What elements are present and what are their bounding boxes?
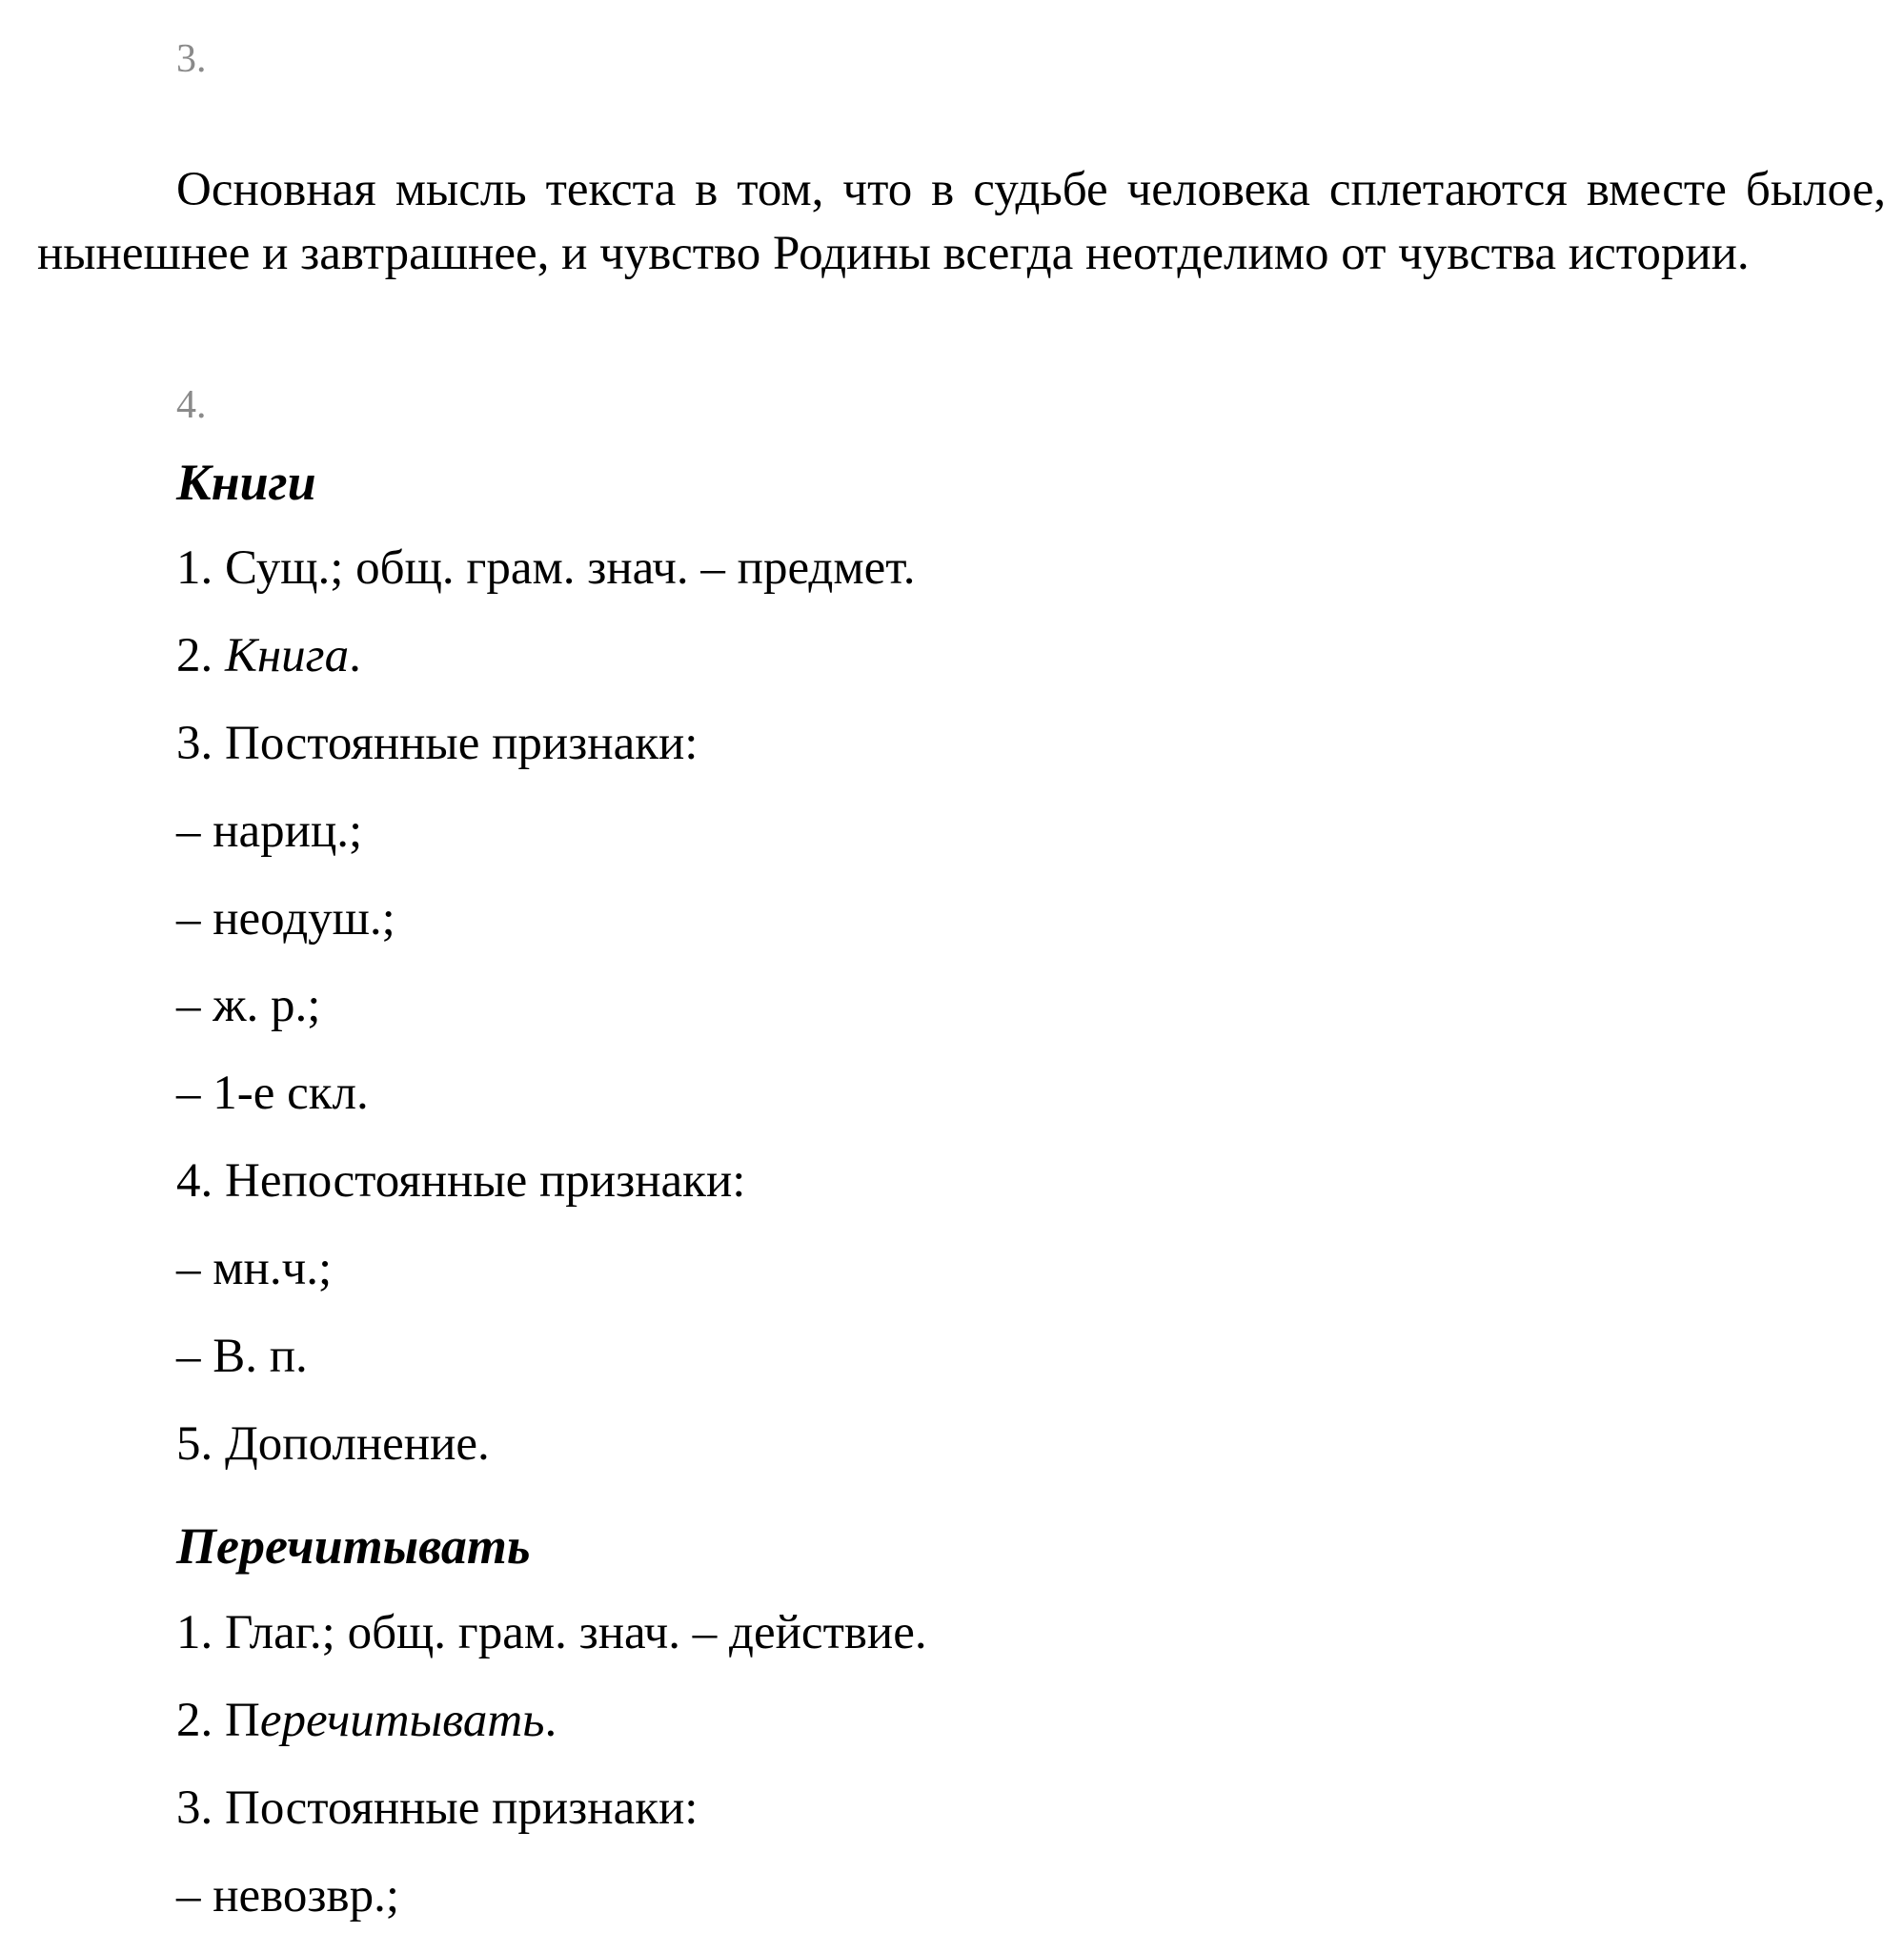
item-prefix: 2. bbox=[176, 629, 225, 682]
item-suffix: . bbox=[349, 629, 361, 682]
analysis-item: 1. Глаг.; общ. грам. знач. – действие. bbox=[176, 1606, 927, 1659]
feature-item: – невозвр.; bbox=[176, 1869, 400, 1923]
feature-item: – ж. р.; bbox=[176, 979, 321, 1032]
initial-form: еречитывать bbox=[259, 1694, 545, 1747]
analysis-item: 5. Дополнение. bbox=[176, 1417, 490, 1471]
analysis-item: 3. Постоянные признаки: bbox=[176, 717, 699, 770]
analysis-item bbox=[176, 1692, 557, 1749]
main-idea-paragraph: Основная мысль текста в том, что в судьбе человека сплетаются вместе былое, нынешнее и завтрашнее, и чувство Родины всегда неотделимо от чувства истории. bbox=[37, 163, 1886, 280]
analysis-item: 4. Непостоянные признаки: bbox=[176, 1154, 746, 1208]
word-heading-perechityvat: Перечитывать bbox=[176, 1517, 531, 1575]
analysis-item bbox=[176, 627, 361, 684]
feature-item: – неодуш.; bbox=[176, 892, 395, 946]
task-number-4: 4. bbox=[176, 383, 207, 427]
item-prefix: 2. П bbox=[176, 1694, 260, 1747]
word-heading-knigi: Книги bbox=[176, 454, 316, 511]
analysis-item: 3. Постоянные признаки: bbox=[176, 1781, 699, 1835]
analysis-item: 1. Сущ.; общ. грам. знач. – предмет. bbox=[176, 541, 916, 595]
initial-form: Книга bbox=[225, 629, 350, 682]
feature-item: – мн.ч.; bbox=[176, 1242, 333, 1295]
item-suffix: . bbox=[544, 1694, 557, 1747]
feature-item: – нариц.; bbox=[176, 804, 363, 858]
task-number-3: 3. bbox=[176, 37, 207, 81]
feature-item: – 1-е скл. bbox=[176, 1067, 369, 1120]
feature-item: – В. п. bbox=[176, 1330, 308, 1383]
